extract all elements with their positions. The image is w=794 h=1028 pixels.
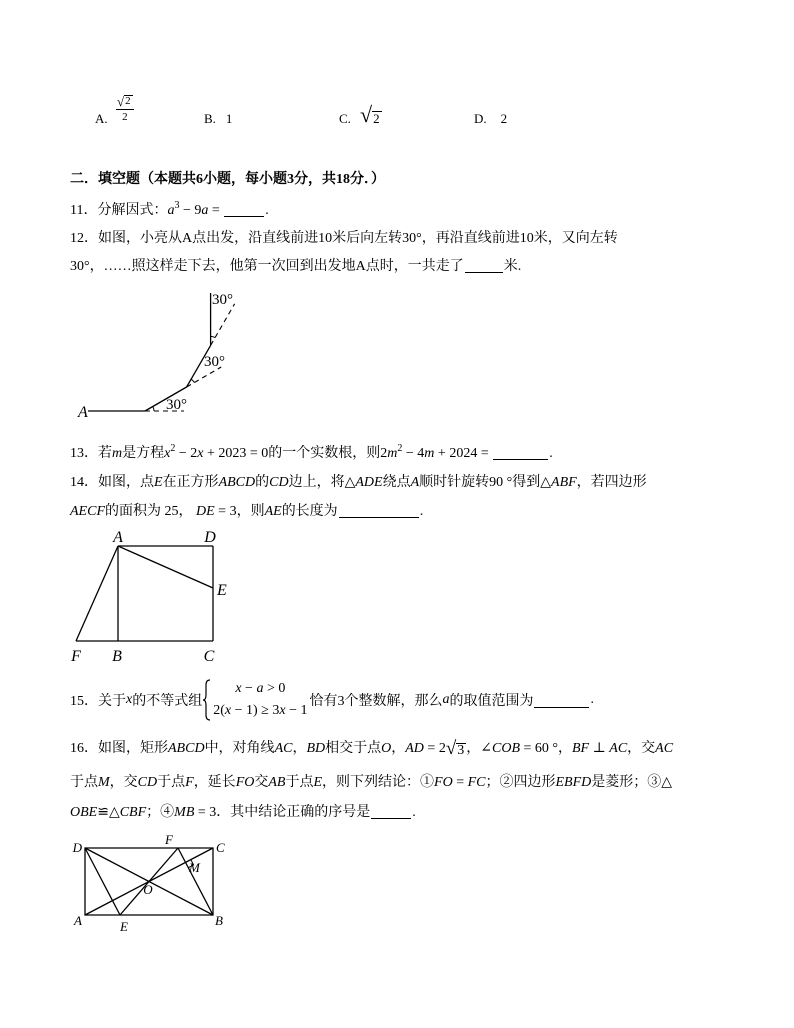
option-b-value: 1 xyxy=(225,111,233,126)
extension-dashed-3 xyxy=(211,304,235,346)
q14-text: 顺时针旋转90 °得到△ xyxy=(419,475,552,490)
q14-var: ADE xyxy=(355,475,383,490)
q16-text: 相交于点 xyxy=(325,741,382,756)
option-c xyxy=(339,111,351,127)
q15-var: a xyxy=(442,692,450,707)
angle-arc-3 xyxy=(211,336,216,337)
q13-text: 是方程 xyxy=(122,446,165,461)
sqrt-radicand: 3 xyxy=(457,742,465,758)
inequality-2 xyxy=(213,700,307,722)
angle-label-top: 30° xyxy=(212,292,233,308)
point-e-label: E xyxy=(120,919,128,934)
q16-var: E xyxy=(313,775,323,790)
option-a-fraction xyxy=(116,95,134,124)
point-b-label: B xyxy=(112,648,122,665)
q14-text: 的面积为 25， xyxy=(105,504,196,519)
point-d-label: D xyxy=(204,529,216,546)
point-f-label: F xyxy=(165,832,173,847)
q13-exponent: 2 xyxy=(397,443,403,454)
q16-var: M xyxy=(98,775,110,790)
option-a-radicand: 2 xyxy=(125,95,131,108)
sqrt-3 xyxy=(446,739,466,758)
question-11 xyxy=(70,201,269,221)
q13-text: + 2024 = xyxy=(434,446,493,461)
radical-sign: √ xyxy=(117,94,125,109)
option-c-radicand: 2 xyxy=(373,111,380,127)
question-16-line-1 xyxy=(70,739,673,759)
q13-exponent: 2 xyxy=(170,443,176,454)
point-m-label: M xyxy=(189,860,200,875)
answer-blank xyxy=(465,258,503,273)
q16-var: MB xyxy=(174,805,195,820)
radical-sign: √ xyxy=(360,102,373,127)
ineq-var: x xyxy=(235,681,242,696)
radical-sign: √ xyxy=(445,738,457,760)
q14-text: = 3，则 xyxy=(214,504,265,519)
q14-var: ABF xyxy=(551,475,577,490)
point-o-label: O xyxy=(143,882,153,897)
q16-var: BD xyxy=(306,741,326,756)
q16-var: CBF xyxy=(119,805,147,820)
ineq-text: > 0 xyxy=(263,681,286,696)
q14-var: DE xyxy=(196,504,215,519)
q16-text: 16．如图，矩形 xyxy=(70,741,168,756)
q14-var: AECF xyxy=(70,504,105,519)
q14-text: ，若四边形 xyxy=(576,475,647,490)
answer-blank xyxy=(493,445,548,460)
q16-text: = 3．其中结论正确的序号是 xyxy=(194,805,371,820)
ineq-var: x xyxy=(224,703,232,718)
q16-text: ， xyxy=(292,741,307,756)
point-c-label: C xyxy=(203,648,215,665)
answer-blank xyxy=(534,693,589,708)
q15-var: x xyxy=(126,692,133,707)
segment-de xyxy=(85,848,120,915)
q13-text: 13．若 xyxy=(70,446,112,461)
question-12-line-2 xyxy=(70,257,521,277)
ineq-var: a xyxy=(256,681,264,696)
answer-blank xyxy=(224,202,264,217)
q16-text: ，交 xyxy=(109,775,138,790)
point-a-label: A xyxy=(78,404,88,421)
q11-text: 11．分解因式： xyxy=(70,203,168,218)
q16-text: 交 xyxy=(254,775,269,790)
q16-text: 于点 xyxy=(285,775,314,790)
q11-var: a xyxy=(201,203,209,218)
point-e-label: E xyxy=(217,582,227,599)
walking-path-figure xyxy=(70,285,260,423)
q11-exponent: 3 xyxy=(174,200,180,211)
q16-var: BF xyxy=(572,741,590,756)
q14-var: A xyxy=(410,475,420,490)
q14-var: CD xyxy=(269,475,289,490)
q16-var: F xyxy=(185,775,194,790)
q16-var: AC xyxy=(655,741,674,756)
q16-text: ，则下列结论：① xyxy=(322,775,435,790)
q16-var: FO xyxy=(235,775,255,790)
ineq-text: 2( xyxy=(213,703,225,718)
inequality-system xyxy=(213,678,307,722)
point-b-label: B xyxy=(215,913,223,928)
q16-text: ，延长 xyxy=(193,775,236,790)
option-a-numerator xyxy=(116,95,134,110)
q16-text: ， xyxy=(391,741,406,756)
q16-text: ；④ xyxy=(146,805,175,820)
ineq-text: − 1 xyxy=(285,703,308,718)
question-16-line-3 xyxy=(70,803,416,823)
q16-var: O xyxy=(381,741,392,756)
angle-arc-1 xyxy=(153,407,154,412)
q13-var: x xyxy=(197,446,204,461)
q16-text: 于点 xyxy=(157,775,186,790)
q13-text: − 2 xyxy=(175,446,198,461)
point-d-label: D xyxy=(72,840,82,855)
q16-var: AC xyxy=(274,741,293,756)
q12-text: 米. xyxy=(503,259,522,274)
q14-text: 的 xyxy=(255,475,270,490)
q15-text: 的取值范围为 xyxy=(449,694,534,709)
q16-text: = 60 °， xyxy=(520,741,572,756)
q13-var: m xyxy=(387,446,398,461)
q14-var: E xyxy=(154,475,163,490)
segment-ae xyxy=(118,546,213,588)
segment-bf xyxy=(178,848,213,915)
q11-text: − 9 xyxy=(179,203,202,218)
q16-var: AC xyxy=(609,741,628,756)
q13-var: m xyxy=(112,446,123,461)
q16-text: ⊥ xyxy=(589,741,610,756)
q14-var: ABCD xyxy=(218,475,256,490)
option-a-label: A. xyxy=(95,111,108,126)
q14-text: . xyxy=(419,504,424,519)
q16-text: = 2 xyxy=(423,741,446,756)
q16-var: OBE xyxy=(70,805,98,820)
q16-var: EBFD xyxy=(555,775,592,790)
question-14-line-1 xyxy=(70,473,647,493)
option-c-radical xyxy=(360,104,382,126)
q13-text: − 4 xyxy=(402,446,425,461)
q16-text: ，交 xyxy=(627,741,656,756)
q14-text: 在正方形 xyxy=(162,475,219,490)
point-c-label: C xyxy=(216,840,225,855)
question-16-line-2 xyxy=(70,773,672,793)
left-brace xyxy=(202,679,211,721)
option-d-label: D. xyxy=(474,111,487,126)
q15-text: 恰有3个整数解，那么 xyxy=(309,694,443,709)
question-13 xyxy=(70,444,553,464)
q12-text: 30°，……照这样走下去，他第一次回到出发地A点时，一共走了 xyxy=(70,259,464,274)
q16-var: ABCD xyxy=(168,741,205,756)
rectangle-diagonals-figure xyxy=(65,830,237,936)
q16-var: FC xyxy=(467,775,486,790)
q11-text: = xyxy=(208,203,224,218)
q15-text: 15．关于 xyxy=(70,694,126,709)
q16-text: 是菱形；③△ xyxy=(591,775,673,790)
option-a-denominator: 2 xyxy=(122,111,128,123)
ineq-text: − 1) ≥ 3 xyxy=(231,703,280,718)
q14-text: 14．如图，点 xyxy=(70,475,154,490)
q16-text: ；②四边形 xyxy=(485,775,556,790)
angle-arc-2 xyxy=(191,379,194,382)
ineq-var: x xyxy=(279,703,286,718)
q13-text: . xyxy=(549,446,553,461)
angle-label-middle: 30° xyxy=(204,354,225,370)
q16-text: ，∠ xyxy=(466,741,492,756)
ineq-text: − xyxy=(241,681,257,696)
q16-text: 中，对角线 xyxy=(204,741,275,756)
segment-af xyxy=(76,546,118,641)
point-f-label: F xyxy=(71,648,81,665)
option-d xyxy=(474,111,507,127)
q16-var: CD xyxy=(137,775,158,790)
q16-text: 于点 xyxy=(70,775,98,790)
inequality-1 xyxy=(235,678,285,700)
q16-var: AD xyxy=(405,741,424,756)
q15-text: . xyxy=(590,692,594,707)
q16-text: ≌△ xyxy=(97,805,120,820)
question-15 xyxy=(70,678,594,722)
question-12-line-1: 12．如图，小亮从A点出发，沿直线前进10米后向左转30°，再沿直线前进10米，又向左转 xyxy=(70,231,618,246)
question-14-line-2 xyxy=(70,502,423,522)
q13-text: + 2023 = 0的一个实数根，则2 xyxy=(203,446,388,461)
option-b xyxy=(204,111,232,127)
q16-var: FO xyxy=(434,775,453,790)
q14-var: AE xyxy=(264,504,282,519)
answer-blank xyxy=(339,503,419,518)
q11-var: a xyxy=(167,203,175,218)
q14-text: 的长度为 xyxy=(281,504,338,519)
option-d-value: 2 xyxy=(500,111,508,126)
q16-text: . xyxy=(412,805,416,820)
section-heading: 二．填空题（本题共6小题，每小题3分，共18分．） xyxy=(70,172,385,187)
q14-text: 边上，将△ xyxy=(288,475,356,490)
option-c-label: C. xyxy=(339,111,351,126)
q16-text: = xyxy=(452,775,468,790)
q15-text: 的不等式组 xyxy=(132,694,203,709)
q16-var: COB xyxy=(492,741,520,756)
point-a-label: A xyxy=(113,529,123,546)
q13-var: x xyxy=(164,446,171,461)
q11-text: . xyxy=(265,203,269,218)
option-a xyxy=(95,111,108,127)
point-a-label: A xyxy=(74,913,82,928)
q14-text: 绕点 xyxy=(382,475,411,490)
q16-var: AB xyxy=(268,775,286,790)
angle-label-bottom: 30° xyxy=(166,397,187,413)
option-b-label: B. xyxy=(204,111,216,126)
square-rotation-figure xyxy=(65,528,240,668)
q13-var: m xyxy=(424,446,435,461)
answer-blank xyxy=(371,804,411,819)
